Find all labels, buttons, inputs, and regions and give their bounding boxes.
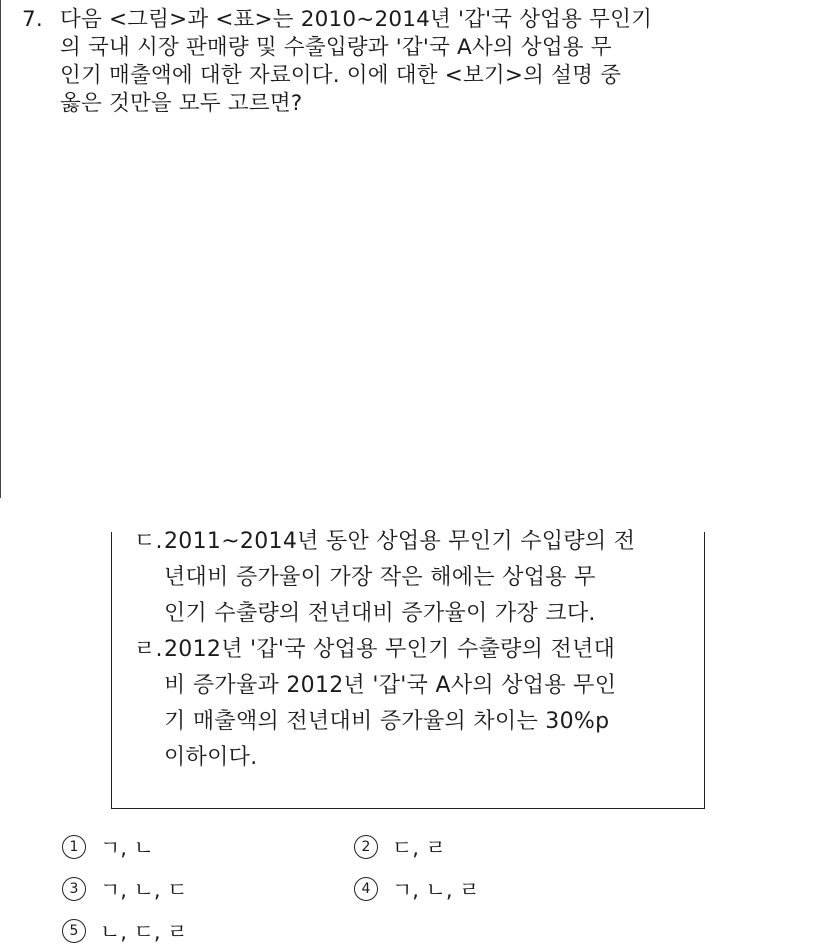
question-line-2: 의 국내 시장 판매량 및 수출입량과 '갑'국 A사의 상업용 무 — [60, 35, 612, 60]
bogi-item-r-text-4: 이하이다. — [164, 745, 258, 770]
choice-3[interactable] — [62, 870, 188, 910]
choice-4[interactable] — [354, 870, 480, 910]
bogi-item-r-text-2: 비 증가율과 2012년 '갑'국 A사의 상업용 무인 — [164, 673, 617, 698]
bogi-item-d-text-3: 인기 수출량의 전년대비 증가율이 가장 크다. — [164, 601, 596, 626]
bogi-item-d-text-1: 2011~2014년 동안 상업용 무인기 수입량의 전 — [164, 529, 636, 554]
choice-4-text: ㄱ, ㄴ, ㄹ — [392, 878, 480, 902]
bogi-box — [111, 529, 705, 809]
bogi-marker-r: ㄹ. — [134, 637, 163, 662]
choice-2[interactable] — [354, 828, 446, 868]
question-number: 7. — [22, 7, 43, 32]
choice-5[interactable] — [62, 912, 188, 952]
choice-5-number: 5 — [62, 919, 86, 943]
question-line-4: 옳은 것만을 모두 고르면? — [60, 91, 303, 116]
bogi-item-r-row-1 — [134, 632, 616, 668]
bogi-item-d-text-2: 년대비 증가율이 가장 작은 해에는 상업용 무 — [164, 565, 596, 590]
bogi-item-r — [134, 632, 616, 776]
bogi-item-d-row-2 — [134, 560, 635, 596]
choice-3-text: ㄱ, ㄴ, ㄷ — [100, 878, 188, 902]
bogi-marker-d: ㄷ. — [134, 529, 163, 554]
bogi-item-d — [134, 524, 635, 632]
bogi-item-d-row-3 — [134, 596, 635, 632]
choice-1[interactable] — [62, 828, 154, 868]
choice-5-text: ㄴ, ㄷ, ㄹ — [100, 920, 188, 944]
choice-4-number: 4 — [354, 877, 378, 901]
bogi-item-r-row-4 — [134, 740, 616, 776]
bogi-item-r-row-2 — [134, 668, 616, 704]
choice-3-number: 3 — [62, 877, 86, 901]
bogi-item-r-text-1: 2012년 '갑'국 상업용 무인기 수출량의 전년대 — [164, 637, 616, 662]
choice-2-text: ㄷ, ㄹ — [392, 836, 446, 860]
choice-1-number: 1 — [62, 835, 86, 859]
question-line-3: 인기 매출액에 대한 자료이다. 이에 대한 <보기>의 설명 중 — [60, 63, 622, 88]
choice-2-number: 2 — [354, 835, 378, 859]
bogi-item-r-row-3 — [134, 704, 616, 740]
question-text-1: 다음 <그림>과 <표>는 2010~2014년 '갑'국 상업용 무인기 — [60, 7, 653, 32]
bogi-item-r-text-3: 기 매출액의 전년대비 증가율의 차이는 30%p — [164, 709, 610, 734]
question-line-1 — [22, 6, 782, 34]
bogi-item-d-row-1 — [134, 524, 635, 560]
column-border — [0, 0, 1, 498]
question-stem — [22, 6, 782, 118]
choice-1-text: ㄱ, ㄴ — [100, 836, 154, 860]
